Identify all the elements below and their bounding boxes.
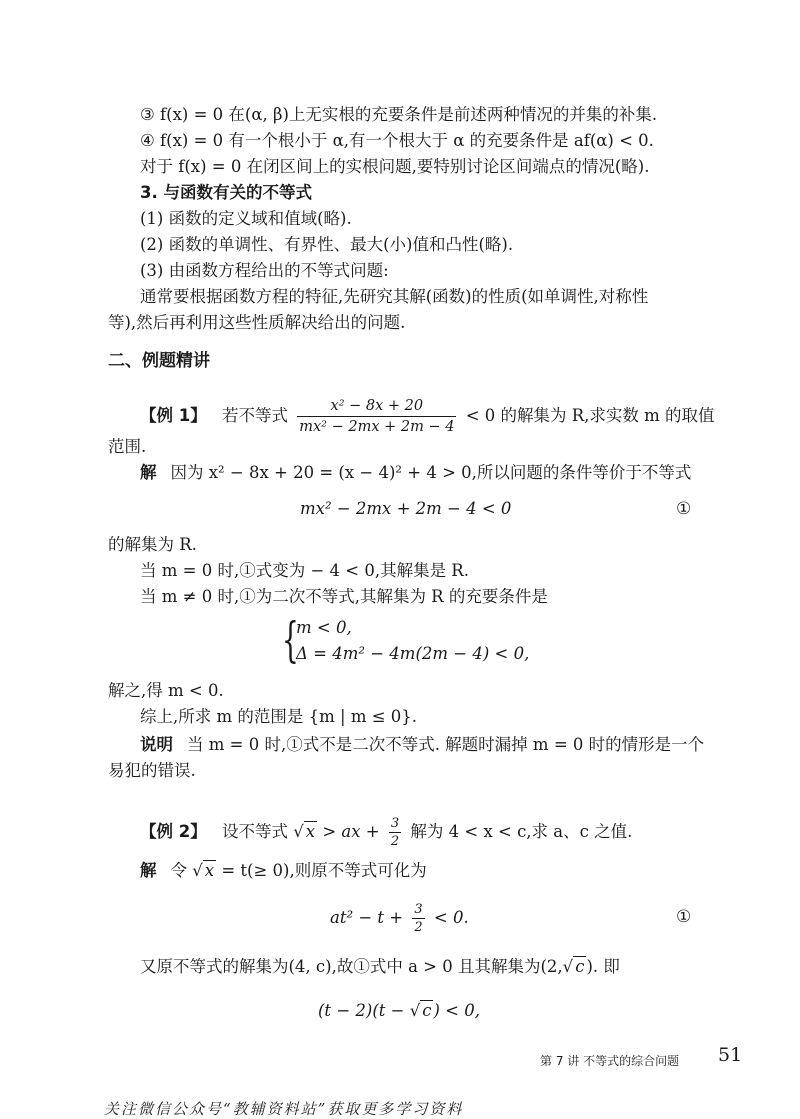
example-2-solution-label: 解 xyxy=(140,861,157,880)
section-3-paragraph-line-2: 等),然后再利用这些性质解决给出的问题. xyxy=(108,313,406,332)
example-2-sqrt-c: c xyxy=(575,957,585,976)
part-2-heading: 二、例题精讲 xyxy=(108,351,210,371)
example-2-solution-line-2: 又原不等式的解集为(4, c),故①式中 a > 0 且其解集为(2,√ c ). 即 xyxy=(140,957,620,976)
example-1-solution-line-4: 当 m ≠ 0 时,①为二次不等式,其解集为 R 的充要条件是 xyxy=(140,587,548,606)
example-1-intro: 若不等式 xyxy=(221,406,288,425)
example-2-solution-line-1: 解 令 √ x = t(≥ 0),则原不等式可化为 xyxy=(140,861,427,880)
page-number: 51 xyxy=(718,1044,743,1066)
example-2-mid: > ax + xyxy=(322,822,380,841)
example-1-system-row-2: Δ = 4m² − 4m(2m − 4) < 0, xyxy=(296,644,530,663)
section-3-heading: 3. 与函数有关的不等式 xyxy=(140,183,312,202)
example-2-solution-sqrt-x: x xyxy=(204,861,215,880)
example-2-equation xyxy=(330,900,469,936)
example-2-equation-fraction xyxy=(412,902,424,935)
example-1-note-line-1 xyxy=(140,734,704,756)
left-brace-icon: { xyxy=(282,612,299,668)
example-2-equation-left: at² − t + xyxy=(330,908,404,927)
example-1-fraction-numerator: x² − 8x + 20 xyxy=(297,397,456,417)
section-3-paragraph-line-1: 通常要根据函数方程的特征,先研究其解(函数)的性质(如单调性,对称性 xyxy=(140,287,649,306)
example-2-fraction-numerator: 3 xyxy=(390,816,400,831)
example-1-fraction xyxy=(297,397,456,436)
example-2-tail: 解为 4 < x < c,求 a、c 之值. xyxy=(410,822,633,841)
example-2-solution-text-1b: = t(≥ 0),则原不等式可化为 xyxy=(221,861,427,880)
example-1-solution-line-5: 解之,得 m < 0. xyxy=(108,681,224,700)
example-1-system-row-1: m < 0, xyxy=(296,618,352,637)
example-2-equation-fraction-denominator: 2 xyxy=(414,920,423,935)
condition-4: ④ f(x) = 0 有一个根小于 α,有一个根大于 α 的充要条件是 af(α) < 0. xyxy=(140,131,654,150)
example-2-intro: 设不等式 xyxy=(221,822,288,841)
example-1-solution-line-3: 当 m = 0 时,①式变为 − 4 < 0,其解集是 R. xyxy=(140,561,469,580)
example-1-inequality: mx² − 2mx + 2m − 4 < 0 xyxy=(300,499,512,518)
example-1-solution-text-1: 因为 x² − 8x + 20 = (x − 4)² + 4 > 0,所以问题的条件等价于不等式 xyxy=(170,463,692,482)
section-3-item-1: (1) 函数的定义域和值域(略). xyxy=(140,209,352,228)
example-2-last-sqrt-c: c xyxy=(422,1001,432,1020)
example-1-solution-line-1 xyxy=(140,462,691,484)
example-2-statement: 【例 2】 设不等式 √ x > ax + $\frac{3}{2}$ 解为 4 < x < c,求 a、c 之值. xyxy=(140,816,633,849)
example-2-label: 【例 2】 xyxy=(140,822,207,841)
condition-3: ③ f(x) = 0 在(α, β)上无实根的充要条件是前述两种情况的并集的补集. xyxy=(140,105,658,124)
example-2-equation-right: < 0. xyxy=(433,908,469,927)
example-1-inequality-number: ① xyxy=(676,499,692,519)
example-1-tail: < 0 的解集为 R,求实数 m 的取值 xyxy=(465,406,715,425)
chapter-footer: 第 7 讲 不等式的综合问题 xyxy=(540,1054,680,1068)
example-1-label: 【例 1】 xyxy=(140,406,207,425)
section-3-item-3: (3) 由函数方程给出的不等式问题: xyxy=(140,261,389,280)
example-2-fraction-denominator: 2 xyxy=(390,834,400,849)
example-2-equation-number: ① xyxy=(676,907,692,927)
closed-interval-note: 对于 f(x) = 0 在闭区间上的实根问题,要特别讨论区间端点的情况(略). xyxy=(140,157,650,176)
example-1-solution-line-6: 综上,所求 m 的范围是 {m | m ≤ 0}. xyxy=(140,707,418,726)
example-1-tail-2: 范围. xyxy=(108,437,147,456)
example-2-solution-text-2a: 又原不等式的解集为(4, c),故①式中 a > 0 且其解集为(2, xyxy=(140,957,563,976)
example-1-statement xyxy=(140,394,715,438)
example-2-solution-text-1a: 令 xyxy=(170,861,187,880)
example-2-sqrt-x: x xyxy=(305,822,316,841)
example-1-note-text-1: 当 m = 0 时,①式不是二次不等式. 解题时漏掉 m = 0 时的情形是一个 xyxy=(187,735,705,754)
example-2-last-left: (t − 2)(t − xyxy=(318,1001,405,1020)
example-2-solution-text-2b: ). 即 xyxy=(586,957,620,976)
example-2-equation-fraction-numerator: 3 xyxy=(414,902,423,917)
example-1-solution-line-2: 的解集为 R. xyxy=(108,535,197,554)
watermark: 关注微信公众号“教辅资料站”获取更多学习资料 xyxy=(104,1100,464,1118)
example-2-last-inequality: (t − 2)(t − √ c ) < 0, xyxy=(318,1001,480,1020)
example-2-fraction xyxy=(389,816,401,849)
example-1-note-label: 说明 xyxy=(140,735,173,754)
section-3-item-2: (2) 函数的单调性、有界性、最大(小)值和凸性(略). xyxy=(140,235,514,254)
example-2-last-right: ) < 0, xyxy=(433,1001,480,1020)
example-1-fraction-denominator: mx² − 2mx + 2m − 4 xyxy=(299,419,455,435)
example-1-solution-label: 解 xyxy=(140,463,157,482)
example-1-note-line-2: 易犯的错误. xyxy=(108,761,196,780)
